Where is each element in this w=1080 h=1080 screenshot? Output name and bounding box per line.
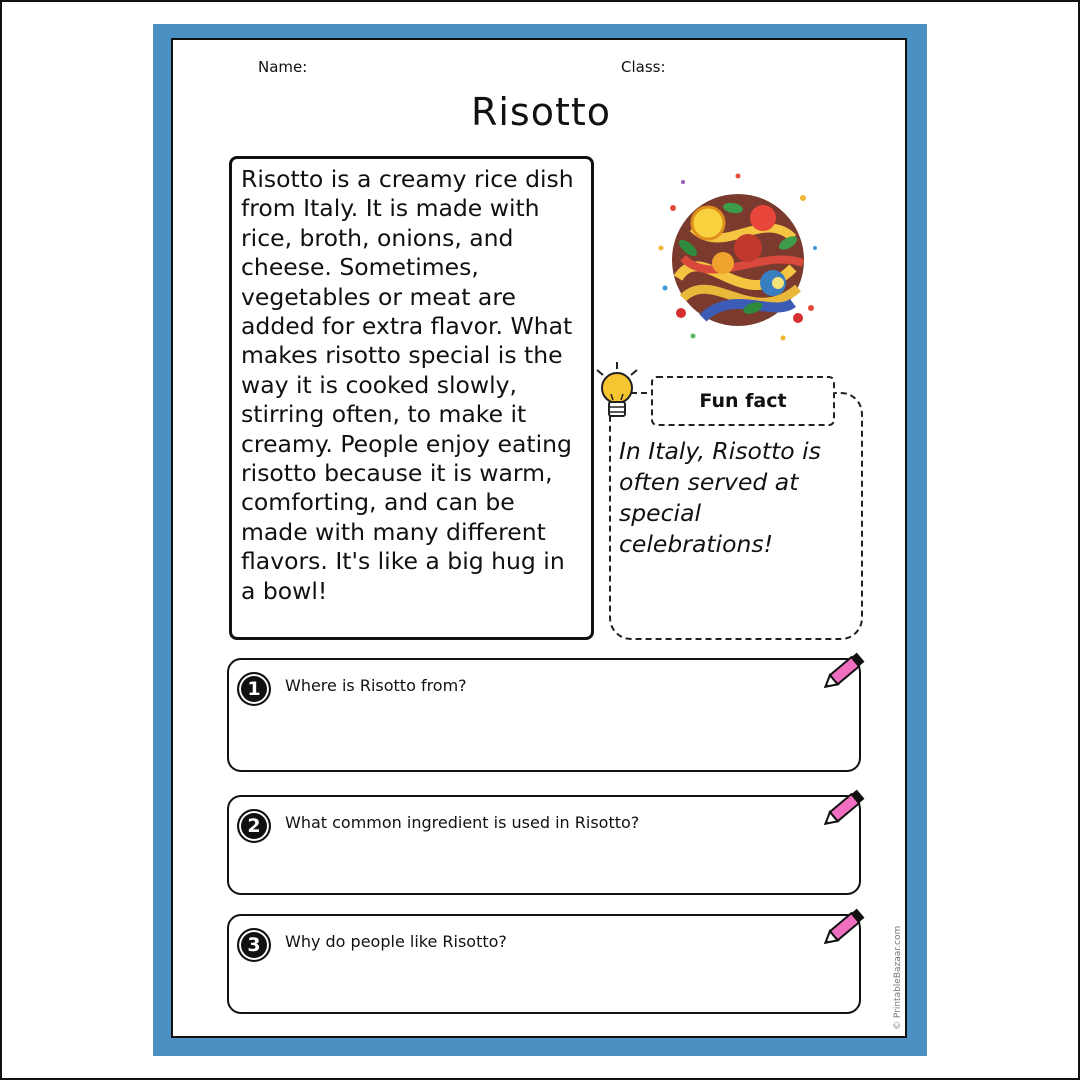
question-text: What common ingredient is used in Risotto? — [285, 813, 640, 832]
fun-fact-text: In Italy, Risotto is often served at special celebrations! — [619, 437, 821, 558]
question-text: Why do people like Risotto? — [285, 932, 507, 951]
pencil-icon — [817, 902, 869, 954]
fun-fact-title: Fun fact — [651, 376, 835, 426]
worksheet — [171, 38, 907, 1038]
pencil-icon — [817, 646, 869, 698]
food-illustration — [653, 168, 823, 348]
question-number: 2 — [237, 809, 271, 843]
question-number: 3 — [237, 928, 271, 962]
reading-passage: Risotto is a creamy rice dish from Italy. It is made with rice, broth, onions, and cheese. Sometimes, vegetables or meat are added for extra flavor. What makes risotto special is the way it is cooked slowly, stirring often, to make it creamy. People enjoy eating risotto because it is warm, comforting, and can be made with many different flavors. It's like a big hug in a bowl! — [229, 156, 594, 640]
watermark: © PrintableBazaar.com — [893, 925, 903, 1030]
question-text: Where is Risotto from? — [285, 676, 467, 695]
name-label: Name: — [258, 58, 308, 76]
class-label: Class: — [621, 58, 666, 76]
question-box[interactable] — [227, 658, 861, 772]
lightbulb-icon — [593, 360, 641, 428]
question-box[interactable] — [227, 795, 861, 895]
page-title: Risotto — [470, 90, 612, 134]
pencil-icon — [817, 783, 869, 835]
question-number: 1 — [237, 672, 271, 706]
question-box[interactable] — [227, 914, 861, 1014]
